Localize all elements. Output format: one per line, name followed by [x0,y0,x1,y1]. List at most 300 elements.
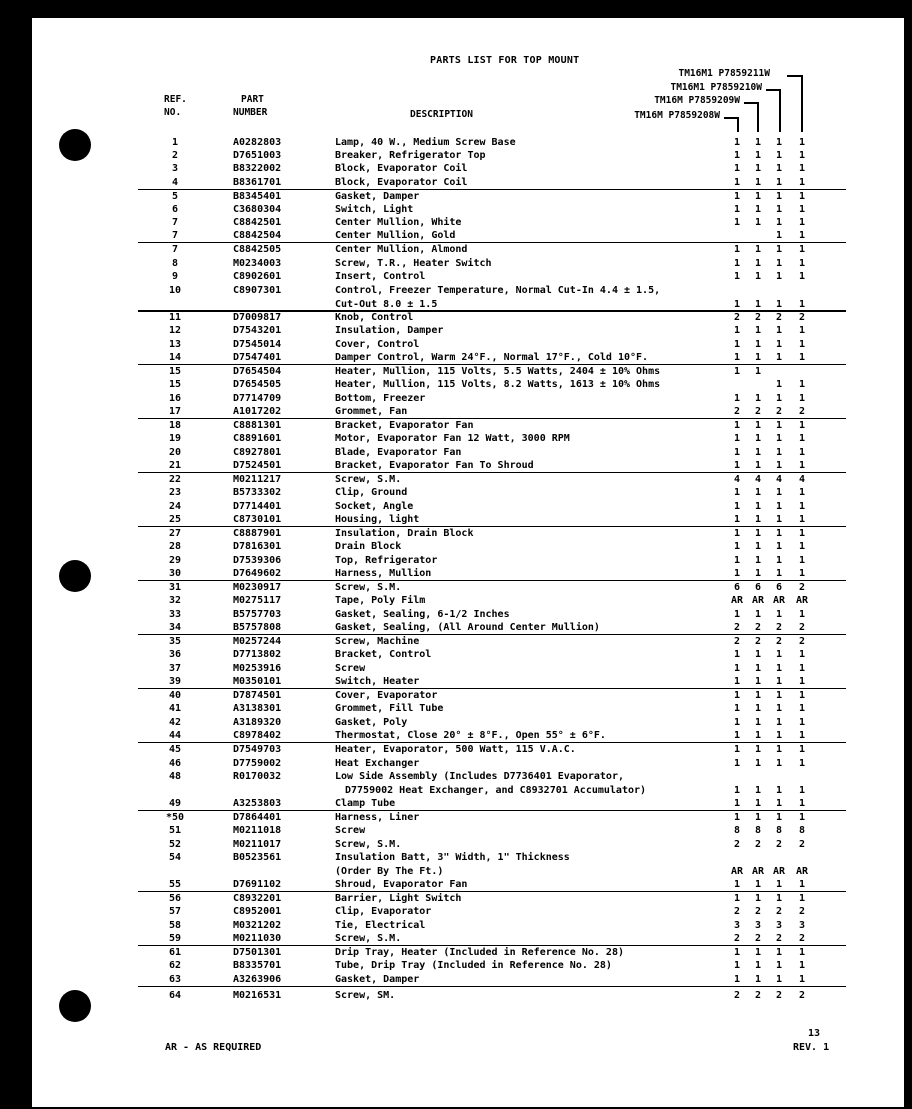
ref-header-line2: NO. [164,107,182,118]
model-header-3: TM16M1 P7859210W [670,82,762,93]
part-number: C8881301 [233,420,282,431]
part-number: A3253803 [233,798,282,809]
quantity-model-2: 2 [754,839,762,850]
quantity-model-2: 6 [754,582,762,593]
description: Harness, Mullion [335,568,432,579]
part-number: D7524501 [233,460,282,471]
description: Cover, Control [335,339,420,350]
ref-number: 18 [168,420,182,431]
description: Bracket, Evaporator Fan [335,420,474,431]
quantity-model-2: 1 [754,150,762,161]
quantity-model-1: 1 [733,244,741,255]
legend-ar: AR - AS REQUIRED [165,1042,262,1053]
quantity-model-3: 1 [775,447,783,458]
description: Switch, Heater [335,676,420,687]
description: Gasket, Poly [335,717,408,728]
table-row [0,540,912,554]
ref-number: 19 [168,433,182,444]
table-row [0,513,912,527]
model-connector-3 [766,89,780,91]
quantity-model-1: 1 [733,649,741,660]
quantity-model-1: 2 [733,839,741,850]
part-number: M0211217 [233,474,282,485]
quantity-model-3: 2 [775,990,783,1001]
quantity-model-3: 1 [775,649,783,660]
quantity-model-2: 1 [754,717,762,728]
quantity-model-4: 1 [798,258,806,269]
ref-number: 2 [171,150,179,161]
table-row [0,378,912,392]
quantity-model-2: 2 [754,990,762,1001]
table-row [0,338,912,352]
quantity-model-3: 1 [775,433,783,444]
quantity-model-1: 1 [733,163,741,174]
description: Clip, Evaporator [335,906,432,917]
quantity-model-3: 4 [775,474,783,485]
quantity-model-1: 1 [733,798,741,809]
description-continued: (Order By The Ft.) [335,865,444,877]
quantity-model-3: 1 [775,960,783,971]
quantity-model-1: 1 [733,393,741,404]
ref-number: 64 [168,990,182,1001]
quantity-model-1: 1 [733,555,741,566]
ref-number: 22 [168,474,182,485]
table-row [0,838,912,852]
ref-number: 41 [168,703,182,714]
part-number: C3680304 [233,204,282,215]
quantity-model-2: 4 [754,474,762,485]
ref-number: 12 [168,325,182,336]
table-row [0,621,912,635]
quantity-model-2: 1 [754,271,762,282]
part-number: D7651003 [233,150,282,161]
quantity-model-4: 1 [798,339,806,350]
ref-number: 30 [168,568,182,579]
quantity-model-4: 1 [798,447,806,458]
quantity-model-2: 1 [754,163,762,174]
table-row [0,190,912,204]
model-connector-2-v [757,102,759,132]
ref-number: 31 [168,582,182,593]
table-row [0,743,912,757]
quantity-model-1: 1 [733,960,741,971]
ref-number: 36 [168,649,182,660]
description: Tie, Electrical [335,920,426,931]
table-row [0,797,912,811]
ref-number: 39 [168,676,182,687]
quantity-model-4: 1 [798,352,806,363]
part-number: D7539306 [233,555,282,566]
description: Screw, S.M. [335,933,402,944]
description: Heater, Mullion, 115 Volts, 8.2 Watts, 1613 ± 10% Ohms [335,379,661,390]
description: Block, Evaporator Coil [335,177,468,188]
quantity-model-4: 2 [798,839,806,850]
part-number: M0211017 [233,839,282,850]
quantity-model-3: 1 [775,514,783,525]
quantity-model-2: 1 [754,960,762,971]
quantity-model-3: 1 [775,244,783,255]
quantity-model-1: 2 [733,990,741,1001]
quantity-model-1: 1 [733,150,741,161]
quantity-model-1: 1 [733,893,741,904]
group-separator [138,986,846,988]
part-number: B8361701 [233,177,282,188]
quantity-model-2: 1 [754,730,762,741]
ref-number: 23 [168,487,182,498]
ref-number: 51 [168,825,182,836]
quantity-model-4: 1 [798,230,806,241]
quantity-model-4: 1 [798,649,806,660]
ref-number: 6 [171,204,179,215]
table-row [0,500,912,514]
description: Lamp, 40 W., Medium Screw Base [335,137,516,148]
quantity-model-1: 2 [733,933,741,944]
table-row [0,567,912,581]
description: Gasket, Damper [335,191,420,202]
table-row [0,459,912,473]
quantity-model-1: 1 [733,191,741,202]
model-connector-1-v [737,117,739,132]
ref-number: 61 [168,947,182,958]
ref-number: 16 [168,393,182,404]
table-row [0,594,912,608]
description: Screw, T.R., Heater Switch [335,258,492,269]
quantity-model-3: 1 [775,974,783,985]
quantity-model-2: 1 [754,325,762,336]
quantity-model-3: 1 [775,298,783,310]
description: Heater, Mullion, 115 Volts, 5.5 Watts, 2404 ± 10% Ohms [335,366,661,377]
quantity-model-3: 1 [775,690,783,701]
description: Grommet, Fill Tube [335,703,444,714]
quantity-model-3: 1 [775,947,783,958]
quantity-model-4: 1 [798,676,806,687]
quantity-model-2: 1 [754,191,762,202]
table-row [0,635,912,649]
description: Bottom, Freezer [335,393,426,404]
description: Insulation, Damper [335,325,444,336]
part-number: D7713802 [233,649,282,660]
quantity-model-1: 1 [733,690,741,701]
quantity-model-4: 1 [798,568,806,579]
part-number: M0234003 [233,258,282,269]
quantity-model-3: 2 [775,636,783,647]
quantity-model-3: 1 [775,271,783,282]
table-row [0,648,912,662]
model-header-1: TM16M P7859208W [634,110,720,121]
quantity-model-3: 8 [775,825,783,836]
quantity-model-1: 1 [733,568,741,579]
part-number: B5757703 [233,609,282,620]
quantity-model-4: 8 [798,825,806,836]
quantity-model-3: 1 [775,501,783,512]
quantity-model-2: 1 [754,690,762,701]
quantity-model-2: 1 [754,744,762,755]
quantity-model-1: 1 [733,177,741,188]
description: Screw, S.M. [335,582,402,593]
table-row [0,176,912,190]
table-row [0,203,912,217]
quantity-model-1: 2 [733,636,741,647]
ref-number: 13 [168,339,182,350]
part-number: D7714401 [233,501,282,512]
quantity-model-2: AR [751,865,765,877]
quantity-model-4: 1 [798,893,806,904]
quantity-model-2: 1 [754,514,762,525]
quantity-model-1: 1 [733,217,741,228]
quantity-model-2: 1 [754,177,762,188]
quantity-model-2: 1 [754,784,762,796]
ref-number: 1 [171,137,179,148]
part-number: A3263906 [233,974,282,985]
table-row [0,554,912,568]
quantity-model-1: 1 [733,758,741,769]
quantity-model-2: 2 [754,906,762,917]
quantity-model-4: 1 [798,690,806,701]
quantity-model-4: 1 [798,960,806,971]
description: Control, Freezer Temperature, Normal Cut-In 4.4 ± 1.5, [335,285,661,296]
part-number: A1017202 [233,406,282,417]
quantity-model-1: 1 [733,744,741,755]
part-number: D7547401 [233,352,282,363]
quantity-model-4: 2 [798,906,806,917]
quantity-model-2: 2 [754,622,762,633]
table-row [0,243,912,257]
description: Insulation Batt, 3" Width, 1" Thickness [335,852,570,863]
quantity-model-2: 1 [754,393,762,404]
quantity-model-4: 1 [798,663,806,674]
part-number: D7816301 [233,541,282,552]
quantity-model-1: 2 [733,406,741,417]
quantity-model-1: 1 [733,541,741,552]
quantity-model-4: 1 [798,784,806,796]
table-row [0,581,912,595]
quantity-model-2: 1 [754,487,762,498]
description: Center Mullion, Almond [335,244,468,255]
quantity-model-4: 1 [798,217,806,228]
quantity-model-3: 1 [775,528,783,539]
ref-number: 21 [168,460,182,471]
part-number: D7759002 [233,758,282,769]
quantity-model-4: 1 [798,420,806,431]
part-number: B0523561 [233,852,282,863]
quantity-model-4: 1 [798,812,806,823]
description: Clamp Tube [335,798,396,809]
quantity-model-2: 1 [754,217,762,228]
quantity-model-1: 1 [733,325,741,336]
table-row [0,149,912,163]
quantity-model-1: 1 [733,366,741,377]
part-number: A3189320 [233,717,282,728]
part-number: M0321202 [233,920,282,931]
ref-number: 29 [168,555,182,566]
model-connector-2 [744,102,758,104]
part-number: B8322002 [233,163,282,174]
quantity-model-2: 2 [754,636,762,647]
part-number: C8887901 [233,528,282,539]
quantity-model-1: 1 [733,974,741,985]
quantity-model-1: 1 [733,137,741,148]
quantity-model-2: 1 [754,663,762,674]
description: Screw, S.M. [335,474,402,485]
table-row [0,162,912,176]
quantity-model-4: 1 [798,191,806,202]
quantity-model-3: 1 [775,555,783,566]
quantity-model-1: 1 [733,730,741,741]
quantity-model-2: 1 [754,812,762,823]
table-row [0,270,912,284]
quantity-model-3: 1 [775,676,783,687]
part-number: D7545014 [233,339,282,350]
ref-number: 27 [168,528,182,539]
table-row [0,432,912,446]
quantity-model-4: 2 [798,933,806,944]
ref-number: 17 [168,406,182,417]
table-row [0,905,912,919]
quantity-model-4: 1 [798,433,806,444]
quantity-model-3: 1 [775,663,783,674]
table-row [0,527,912,541]
table-row [0,486,912,500]
quantity-model-1: 2 [733,906,741,917]
quantity-model-4: 3 [798,920,806,931]
description: Low Side Assembly (Includes D7736401 Evaporator, [335,771,624,782]
quantity-model-4: 1 [798,758,806,769]
quantity-model-2: 1 [754,204,762,215]
description: Center Mullion, White [335,217,462,228]
quantity-model-2: 1 [754,609,762,620]
quantity-model-1: 3 [733,920,741,931]
part-number: A0282803 [233,137,282,148]
part-number: M0257244 [233,636,282,647]
description: Top, Refrigerator [335,555,438,566]
description: Gasket, Damper [335,974,420,985]
quantity-model-2: 1 [754,528,762,539]
quantity-model-4: 1 [798,798,806,809]
quantity-model-4: 1 [798,177,806,188]
quantity-model-1: 1 [733,609,741,620]
quantity-model-4: 4 [798,474,806,485]
quantity-model-1: 1 [733,433,741,444]
part-number: M0350101 [233,676,282,687]
ref-number: 15 [168,379,182,390]
part-number: C8932201 [233,893,282,904]
part-number: M0216531 [233,990,282,1001]
quantity-model-2: 1 [754,798,762,809]
quantity-model-2: 1 [754,352,762,363]
ref-number: 9 [171,271,179,282]
part-number: C8952001 [233,906,282,917]
quantity-model-1: 1 [733,460,741,471]
description: Grommet, Fan [335,406,408,417]
table-row [0,392,912,406]
quantity-model-2: 1 [754,258,762,269]
table-row [0,959,912,973]
description: Knob, Control [335,312,414,323]
ref-number: 24 [168,501,182,512]
quantity-model-2: 1 [754,339,762,350]
part-number: D7714709 [233,393,282,404]
quantity-model-3: 2 [775,312,783,323]
part-number: C8902601 [233,271,282,282]
table-row [0,716,912,730]
quantity-model-4: 1 [798,879,806,890]
table-row [0,257,912,271]
quantity-model-4: 1 [798,717,806,728]
table-row [0,324,912,338]
ref-number: 57 [168,906,182,917]
description: Gasket, Sealing, 6-1/2 Inches [335,609,510,620]
quantity-model-2: 1 [754,298,762,310]
part-number: B5733302 [233,487,282,498]
quantity-model-2: 1 [754,893,762,904]
quantity-model-2: 1 [754,420,762,431]
quantity-model-2: 1 [754,879,762,890]
description-continued: Cut-Out 8.0 ± 1.5 [335,298,438,310]
quantity-model-1: 1 [733,487,741,498]
part-number: A3138301 [233,703,282,714]
description: Heat Exchanger [335,758,420,769]
quantity-model-3: 1 [775,379,783,390]
description: Insert, Control [335,271,426,282]
quantity-model-4: 1 [798,271,806,282]
quantity-model-3: 1 [775,744,783,755]
quantity-model-4: 1 [798,528,806,539]
ref-number: 28 [168,541,182,552]
description: Screw [335,825,366,836]
quantity-model-1: 1 [733,501,741,512]
quantity-model-1: 1 [733,204,741,215]
quantity-model-4: 1 [798,501,806,512]
part-number: R0170032 [233,771,282,782]
ref-number: 37 [168,663,182,674]
description: Barrier, Light Switch [335,893,462,904]
quantity-model-3: 1 [775,177,783,188]
quantity-model-4: 1 [798,744,806,755]
quantity-model-3: 1 [775,568,783,579]
quantity-model-2: 1 [754,974,762,985]
table-row [0,662,912,676]
part-header-line2: NUMBER [233,107,268,118]
part-number: D7501301 [233,947,282,958]
part-number: B8335701 [233,960,282,971]
table-row [0,702,912,716]
part-number: D7864401 [233,812,282,823]
table-row [0,216,912,230]
quantity-model-3: 2 [775,933,783,944]
ref-number: 20 [168,447,182,458]
table-row [0,405,912,419]
description: Drip Tray, Heater (Included in Reference No. 28) [335,947,624,958]
description: Damper Control, Warm 24°F., Normal 17°F., Cold 10°F. [335,352,649,363]
quantity-model-3: 1 [775,230,783,241]
ref-number: 33 [168,609,182,620]
table-row [0,878,912,892]
table-row [0,932,912,946]
quantity-model-2: 1 [754,555,762,566]
quantity-model-4: 2 [798,312,806,323]
quantity-model-2: 1 [754,758,762,769]
part-number: D7009817 [233,312,282,323]
quantity-model-3: 2 [775,839,783,850]
ref-number: 63 [168,974,182,985]
quantity-model-1: 1 [733,339,741,350]
revision-label: REV. 1 [793,1042,830,1053]
ref-number: 32 [168,595,182,606]
quantity-model-3: 1 [775,798,783,809]
description: Blade, Evaporator Fan [335,447,462,458]
description: Screw, Machine [335,636,420,647]
quantity-model-4: 2 [798,990,806,1001]
